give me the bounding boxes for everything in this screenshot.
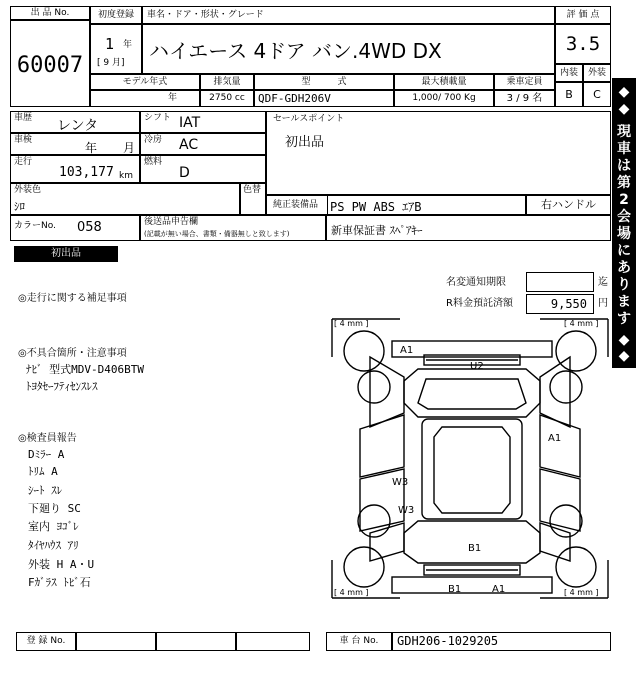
inspector-item: ﾀｲﾔﾊｳｽ ｱﾘ [28, 539, 79, 552]
displacement-cell [200, 90, 254, 107]
max-load-label-cell [394, 74, 494, 90]
ext-color-label: 外装色 [14, 185, 42, 195]
car-name: ハイエース 4ドア バン.4WD DX [149, 39, 442, 63]
car-name-cell [142, 24, 555, 74]
damage-mark: B1 [468, 543, 482, 554]
reg-cell-1 [76, 632, 156, 651]
damage-mark: W3 [398, 505, 415, 516]
first-reg-label: 初度登録 [97, 10, 134, 20]
exterior-grade: C [593, 88, 601, 101]
reg-label-cell [16, 632, 76, 651]
damage-mark: U2 [470, 361, 484, 372]
band-char: ◆ [618, 332, 630, 348]
corner-label: [ 4 mm ] [334, 588, 369, 597]
interior-grade-cell [555, 82, 583, 107]
lot-label-cell [10, 6, 90, 20]
inspector-item: ｼｰﾄ ｽﾚ [28, 484, 63, 497]
fuel-value: D [179, 165, 190, 181]
recycle-amount: 9,550 [550, 297, 587, 311]
interior-grade: B [565, 88, 573, 101]
displacement-value: 2750 cc [209, 93, 245, 103]
color-change-cell [240, 183, 266, 215]
chassis-number: GDH206-1029205 [397, 634, 499, 648]
lot-label: 出 品 No. [30, 8, 70, 18]
band-char: ◆ [618, 101, 630, 117]
first-reg-year: 1 [105, 35, 115, 53]
fuel-cell [140, 155, 266, 183]
inspector-item: 下廻り SC [28, 502, 81, 515]
inspection-month: 月 [123, 141, 136, 155]
capacity-label: 乗車定員 [506, 77, 543, 87]
lot-number-cell [10, 20, 90, 107]
color-no-value: 058 [77, 220, 102, 235]
first-listing-bar: 初出品 [14, 246, 118, 262]
max-load-label: 最大積載量 [421, 77, 467, 87]
inspector-item: ﾄﾘﾑ A [28, 465, 58, 478]
first-reg-year-unit: 年 [123, 40, 133, 50]
warranty-cell [326, 215, 611, 241]
inspector-item: Fｶﾞﾗｽ ﾄﾋﾞ石 [28, 576, 91, 589]
history-cell [10, 111, 140, 133]
model-year-label: モデル年式 [122, 77, 168, 87]
mileage-value: 103,177 [59, 165, 114, 180]
odometer-notice-unit: 迄 [598, 277, 608, 288]
genuine-label: 純正装備品 [273, 200, 319, 210]
lot-number: 60007 [16, 53, 84, 78]
corner-label: [ 4 mm ] [564, 588, 599, 597]
sales-point-label: セールスポイント [273, 114, 345, 124]
aftermarket-label: 後送品申告欄 [144, 217, 199, 227]
band-char: 車 [617, 141, 631, 157]
inspector-item: 外装 H A・U [28, 558, 95, 571]
model-year-cell [90, 90, 200, 107]
damage-mark: B1 [448, 584, 462, 595]
color-change-label: 色替 [243, 185, 262, 195]
chassis-label: 車 台 No. [339, 636, 379, 646]
history-value: レンタ [57, 118, 99, 134]
band-char: ま [617, 294, 631, 310]
band-char: ◆ [618, 84, 630, 100]
mileage-unit: km [119, 171, 133, 181]
chassis-cell [392, 632, 611, 651]
shift-label: シフト [144, 113, 172, 123]
aircon-label: 冷房 [144, 135, 163, 145]
color-no-label: カラーNo. [14, 221, 56, 231]
warranty-value: 新車保証書 ｽﾍﾟｱｷｰ [331, 224, 423, 237]
damage-mark: A1 [400, 345, 414, 356]
reg-cell-3 [236, 632, 310, 651]
inspector-item: Dﾐﾗｰ A [28, 448, 65, 461]
score-label-cell [555, 6, 611, 24]
capacity-value: 3 / 9 名 [506, 93, 543, 104]
score-cell [555, 24, 611, 64]
aftermarket-note: (記載が無い場合、書類・備器無しと致します) [144, 230, 290, 238]
first-reg-label-cell [90, 6, 142, 24]
score-value: 3.5 [565, 33, 601, 55]
mileage-label: 走行 [14, 157, 33, 167]
corner-label: [ 4 mm ] [334, 319, 369, 328]
reg-cell-2 [156, 632, 236, 651]
mileage-cell [10, 155, 140, 183]
chassis-label-cell [326, 632, 392, 651]
model-year-unit: 年 [167, 93, 177, 103]
fuel-label: 燃料 [144, 157, 163, 167]
exterior-label: 外装 [587, 68, 606, 78]
band-char: り [617, 277, 631, 293]
color-no-cell [10, 215, 140, 241]
vehicle-damage-diagram [330, 317, 610, 600]
exterior-label-cell [583, 64, 611, 82]
sales-point-value: 初出品 [285, 135, 325, 150]
model-year-label-cell [90, 74, 200, 90]
recycle-unit: 円 [598, 298, 608, 309]
interior-label: 内装 [559, 68, 578, 78]
band-char: あ [617, 260, 631, 276]
recycle-box [526, 294, 594, 314]
second-venue-banner [612, 78, 636, 368]
defect-item: ﾅﾋﾞ 型式MDV-D406BTW [26, 363, 144, 376]
max-load-cell [394, 90, 494, 107]
shift-cell [140, 111, 266, 133]
displacement-label: 排気量 [213, 77, 241, 87]
damage-mark: W3 [392, 477, 409, 488]
history-label: 車歴 [14, 113, 33, 123]
reg-label: 登 録 No. [26, 636, 66, 646]
genuine-cell [266, 195, 526, 215]
genuine-value: PS PW ABS ｴｱB [330, 200, 422, 214]
type-label: 型 式 [301, 77, 347, 87]
capacity-cell [494, 90, 555, 107]
inspector-report-title: ◎検査員報告 [18, 433, 77, 444]
first-reg-cell [90, 24, 142, 74]
aftermarket-cell [140, 215, 326, 241]
inspector-item: 室内 ﾖｺﾞﾚ [28, 520, 79, 533]
type-label-cell [254, 74, 394, 90]
car-name-label-cell [142, 6, 555, 24]
band-char: 場 [617, 226, 631, 242]
steering-value: 右ハンドル [541, 198, 596, 211]
inspection-label: 車検 [14, 135, 33, 145]
capacity-label-cell [494, 74, 555, 90]
shift-value: IAT [179, 115, 201, 131]
displacement-label-cell [200, 74, 254, 90]
car-name-label: 車名・ドア・形状・グレード [147, 10, 264, 20]
inspection-cell [10, 133, 140, 155]
type-value: QDF-GDH206V [258, 92, 331, 105]
odometer-notice-box [526, 272, 594, 292]
band-char: 2 [619, 192, 629, 208]
ext-color-cell [10, 183, 240, 215]
band-char: 会 [617, 209, 631, 225]
defect-item: ﾄﾖﾀｾｰﾌﾃｨｾﾝｽﾚｽ [26, 380, 98, 393]
driving-notes-title: ◎走行に関する補足事項 [18, 293, 127, 304]
band-char: す [617, 311, 631, 327]
band-char: は [617, 158, 631, 174]
band-char: 第 [617, 175, 631, 191]
band-char: ◆ [618, 348, 630, 364]
first-reg-month: [ 9 月] [97, 58, 125, 68]
band-char: 現 [617, 124, 631, 140]
steering-cell [526, 195, 611, 215]
score-label: 評 価 点 [566, 10, 600, 20]
ext-color-value: ｼﾛ [14, 200, 25, 213]
damage-mark: A1 [492, 584, 506, 595]
exterior-grade-cell [583, 82, 611, 107]
inspection-year: 年 [85, 141, 98, 155]
corner-label: [ 4 mm ] [564, 319, 599, 328]
recycle-label: R料金預託済額 [446, 298, 513, 309]
aircon-value: AC [179, 137, 199, 153]
band-char: に [617, 243, 631, 259]
defect-notes-title: ◎不具合箇所・注意事項 [18, 348, 127, 359]
max-load-value: 1,000/ 700 Kg [412, 93, 476, 103]
type-cell [254, 90, 394, 107]
aircon-cell [140, 133, 266, 155]
damage-mark: A1 [548, 433, 562, 444]
sales-point-cell [266, 111, 611, 195]
odometer-notice-label: 名変通知期限 [446, 277, 506, 288]
interior-label-cell [555, 64, 583, 82]
